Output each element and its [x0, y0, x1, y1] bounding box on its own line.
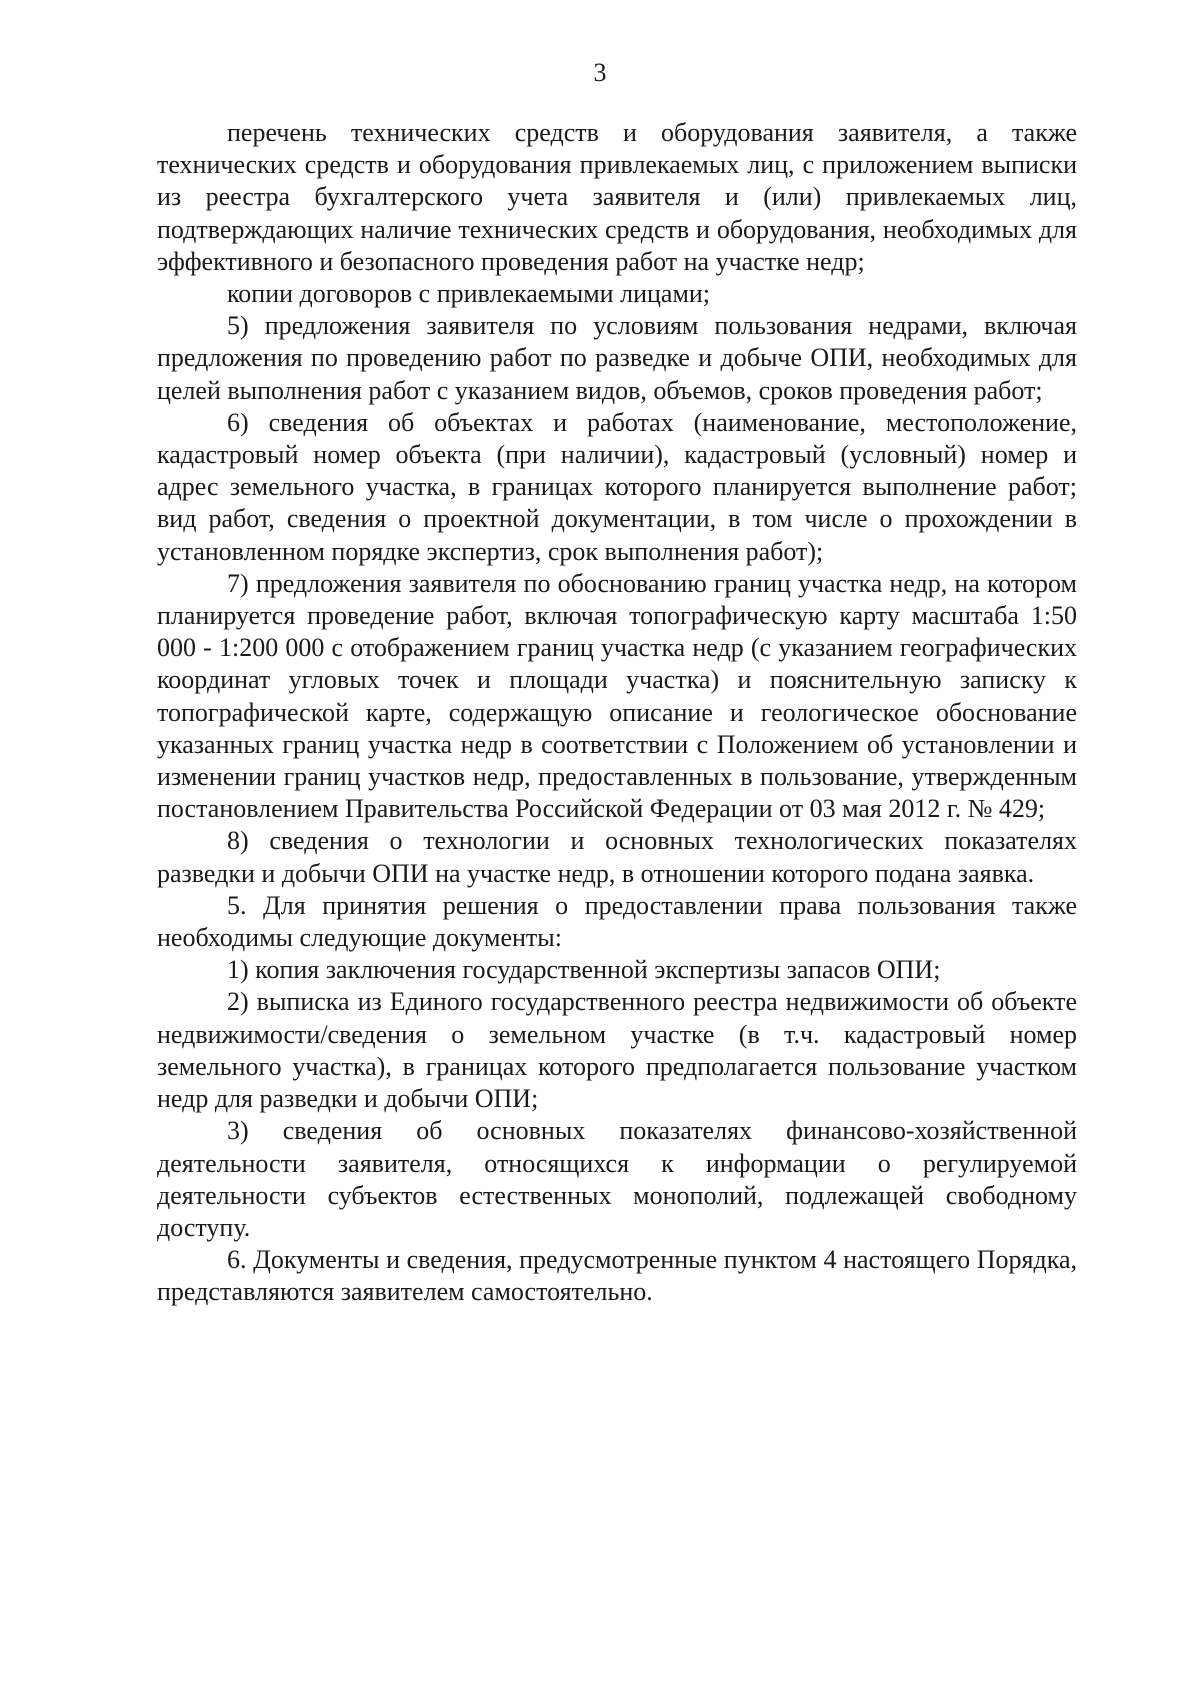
paragraph-item-5-proposals: 5) предложения заявителя по условиям пользования недрами, включая предложения по проведению работ по разведке и добыче ОПИ, необходимых для целей выполнения работ с указанием видов, объемов, сроков проведения работ; — [157, 311, 1077, 405]
paragraph-equipment-list: перечень технических средств и оборудования заявителя, а также технических средств и оборудования привлекаемых лиц, с приложением выписки из реестра бухгалтерского учета заявителя и (или) привлекаемых лиц, подтверждающих наличие технических средств и оборудования, необходимых для эффективного и безопасного проведения работ на участке недр; — [157, 118, 1077, 276]
paragraph-item-6-objects: 6) сведения об объектах и работах (наименование, местоположение, кадастровый номер объекта (при наличии), кадастровый (условный) номер и адрес земельного участка, в границах которого планируется выполнение работ; вид работ, сведения о проектной документации, в том числе о прохождении в установленном порядке экспертиз, срок выполнения работ); — [157, 407, 1077, 566]
page-number: 3 — [593, 58, 607, 87]
document-body — [157, 117, 1077, 1309]
paragraph-section-6: 6. Документы и сведения, предусмотренные пунктом 4 настоящего Порядка, представляются заявителем самостоятельно. — [157, 1245, 1077, 1307]
paragraph-section-5-item-2: 2) выписка из Единого государственного реестра недвижимости об объекте недвижимости/сведения о земельном участке (в т.ч. кадастровый номер земельного участка), в границах которого предполагается пользование участком недр для разведки и добычи ОПИ; — [157, 987, 1077, 1114]
paragraph-section-5-item-1: 1) копия заключения государственной экспертизы запасов ОПИ; — [227, 955, 941, 985]
paragraph-section-5: 5. Для принятия решения о предоставлении права пользования также необходимы следующие документы: — [157, 890, 1077, 953]
paragraph-contract-copies: копии договоров с привлекаемыми лицами; — [227, 279, 711, 309]
paragraph-item-8-technology: 8) сведения о технологии и основных технологических показателях разведки и добычи ОПИ на участке недр, в отношении которого подана заявка. — [157, 826, 1077, 888]
paragraph-item-7-boundaries: 7) предложения заявителя по обоснованию границ участка недр, на котором планируется проведение работ, включая топографическую карту масштаба 1:50 000 - 1:200 000 с отображением границ участка недр (с указанием географических координат угловых точек и площади участка) и пояснительную записку к топографической карте, содержащую описание и геологическое обоснование указанных границ участка недр в соответствии с Положением об установлении и изменении границ участков недр, предоставленных в пользование, утвержденным постановлением Правительства Российской Федерации от 03 мая 2012 г. № 429; — [157, 568, 1077, 824]
paragraph-section-5-item-3: 3) сведения об основных показателях финансово-хозяйственной деятельности заявителя, относящихся к информации о регулируемой деятельности субъектов естественных монополий, подлежащей свободному доступу. — [157, 1116, 1077, 1242]
